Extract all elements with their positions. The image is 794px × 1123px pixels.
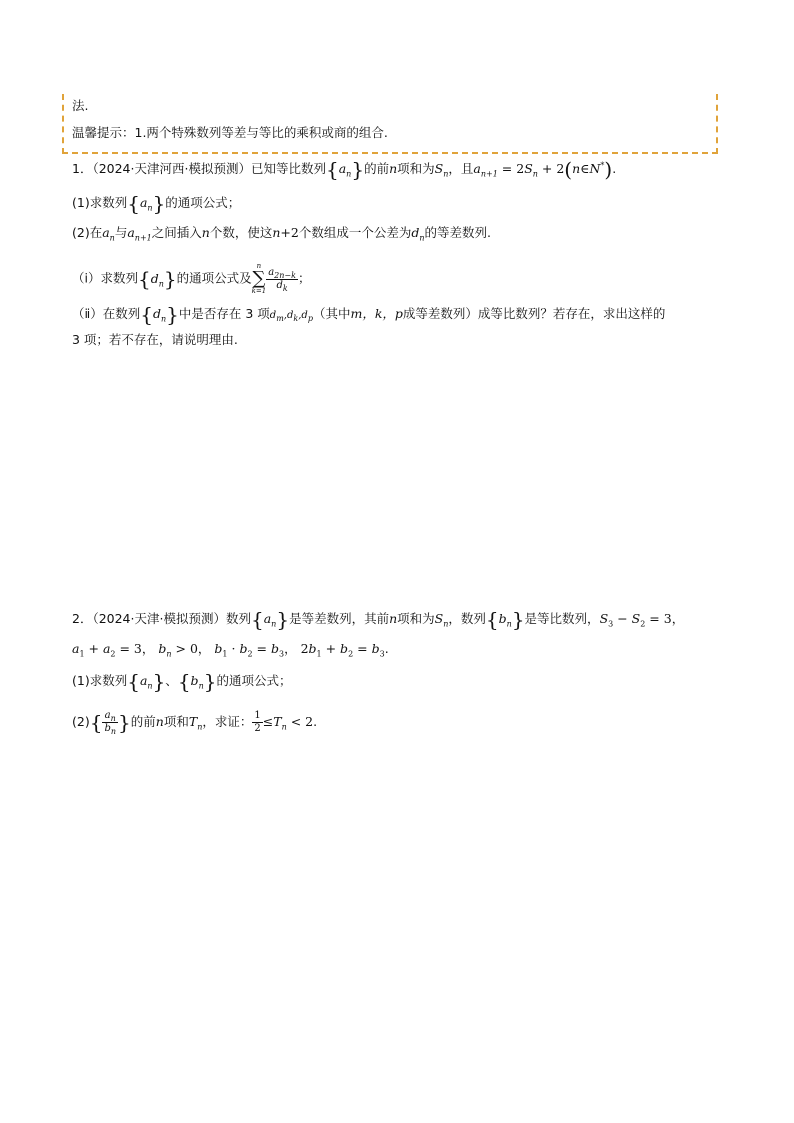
q2-part2: (2){ $\frac{a_n}{b_n}$ }的前n项和$T_n$，求证： $\frac{1}{2}$ $\le T_n < 2$. — [72, 710, 318, 736]
q1-part1: (1)求数列$\{a_n\}$的通项公式； — [72, 191, 241, 216]
q1-part2: (2)在$a_n$与$a_{n+1}$之间插入n个数，使这n+2个数组成一个公差为$d_n$的等差数列. — [72, 225, 492, 243]
q2-conditions: $a_1 + a_2 = 3$， $b_n > 0$， $b_1 \cdot b_2 = b_3$， $2b_1 + b_2 = b_3$. — [72, 641, 389, 659]
q1-sub1: （ⅰ）求数列$\{d_n\}$的通项公式及 n ∑ k=1 $\frac{a_{2n-k}}{d_k}$ ； — [72, 262, 311, 295]
q1-stem: 1．（2024·天津河西·模拟预测）已知等比数列$\{a_n\}$的前n项和为$S_n$，且$a_{n+1} = 2S_n$ + 2(n∈N*). — [72, 157, 617, 182]
tip-line-2: 温馨提示：1.两个特殊数列等差与等比的乘积或商的组合. — [72, 125, 388, 140]
tip-line-1: 法. — [72, 98, 89, 113]
q2-stem: 2．（2024·天津·模拟预测）数列$\{a_n\}$是等差数列，其前n项和为$S_n$，数列$\{b_n\}$是等比数列，$S_3 - S_2 = 3$， — [72, 607, 685, 632]
q1-sub2: （ⅱ）在数列$\{d_n\}$中是否存在 3 项$d_m,d_k,d_p$（其中m，k，p成等差数列）成等比数列？若存在，求出这样的 — [72, 302, 666, 327]
q1-sub2-cont: 3 项；若不存在，请说明理由. — [72, 332, 238, 347]
q2-part1: (1)求数列$\{a_n\}$、$\{b_n\}$的通项公式； — [72, 669, 292, 694]
